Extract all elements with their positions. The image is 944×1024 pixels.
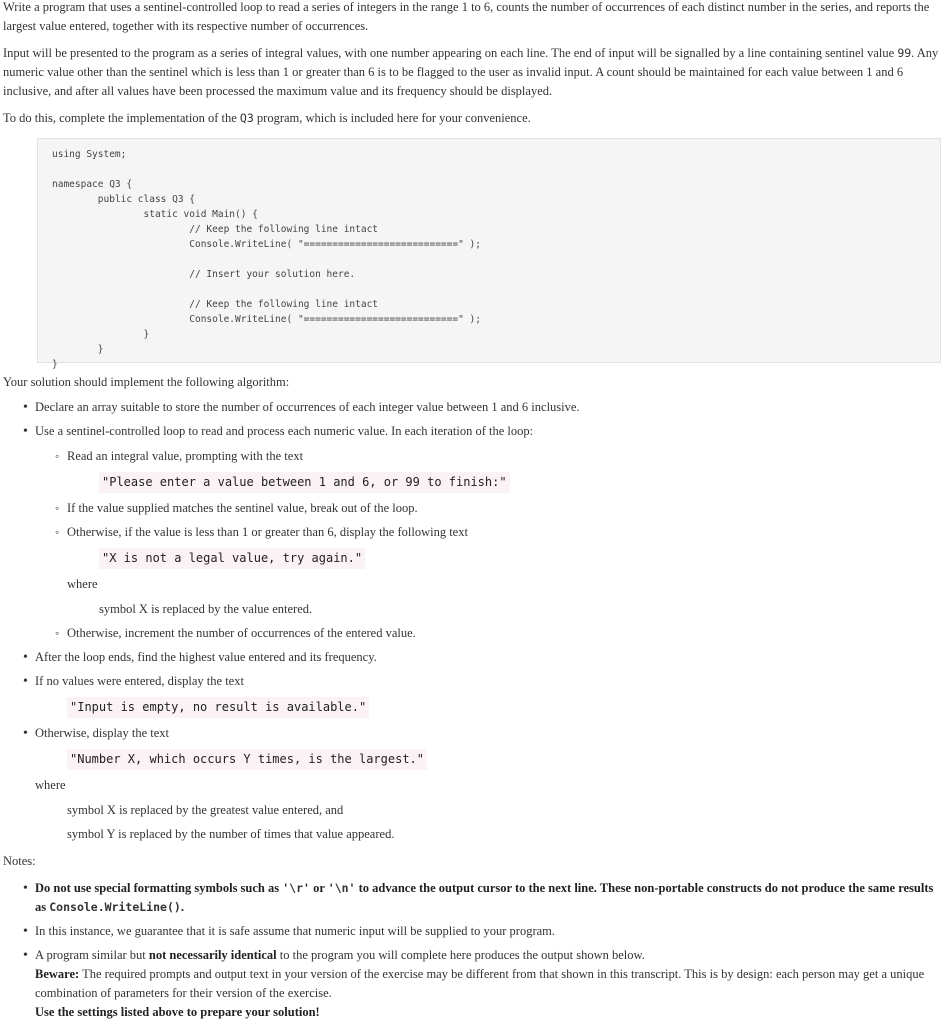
result-code: "Number X, which occurs Y times, is the largest." <box>67 749 427 770</box>
step-text: Otherwise, display the text <box>35 726 169 740</box>
note-text: Do not use special formatting symbols such as <box>35 881 283 895</box>
step-text: If no values were entered, display the text <box>35 674 244 688</box>
list-item <box>35 447 941 493</box>
list-item <box>3 879 941 917</box>
notes-list <box>3 879 941 1022</box>
substep-text: Otherwise, increment the number of occurrences of the entered value. <box>67 626 416 640</box>
note-code: '\r' <box>282 881 310 895</box>
where-detail: symbol X is replaced by the greatest value entered, and <box>67 803 344 817</box>
step-text: Use a sentinel-controlled loop to read and process each numeric value. In each iteration of the loop: <box>35 424 534 438</box>
list-item <box>3 648 941 667</box>
substep-text: Otherwise, if the value is less than 1 or greater than 6, display the following text <box>67 525 468 539</box>
note-text: or <box>309 881 328 895</box>
list-item <box>3 724 941 844</box>
algorithm-heading: Your solution should implement the following algorithm: <box>3 375 290 389</box>
task-text: To do this, complete the implementation of the <box>3 111 240 125</box>
substep-text: If the value supplied matches the sentinel value, break out of the loop. <box>67 501 418 515</box>
algorithm-list <box>3 398 941 844</box>
list-item <box>3 422 941 643</box>
note-bold: Use the settings listed above to prepare your solution! <box>35 1005 320 1019</box>
intro-paragraph: Write a program that uses a sentinel-controlled loop to read a series of integers in the range 1 to 6, counts the number of occurrences of each distinct number in the series, and reports the largest value entered, together with its respective number of occurrences. <box>3 0 930 33</box>
note-text: . <box>180 900 184 914</box>
step-text: After the loop ends, find the highest value entered and its frequency. <box>35 650 377 664</box>
substep-text: Read an integral value, prompting with the text <box>67 449 304 463</box>
notes-heading: Notes: <box>3 854 36 868</box>
sentinel-value: 99 <box>897 46 912 60</box>
input-description-text-2: . Any numeric value other than the sentinel which is less than 1 or greater than 6 is to be flagged to the user as invalid input. A count should be maintained for each value between 1 and 6 inclusive, and after all values have been processed the maximum value and its frequency should be displayed. <box>3 46 939 98</box>
input-description-paragraph <box>3 44 941 101</box>
loop-substeps <box>35 447 941 569</box>
input-description-text: Input will be presented to the program as a series of integral values, with one number appearing on each line. The end of input will be signalled by a line containing sentinel value <box>3 46 898 60</box>
note-text: to the program you will complete here produces the output shown below. <box>276 948 645 962</box>
where-detail: symbol X is replaced by the value entered. <box>99 602 313 616</box>
prompt-code: "Please enter a value between 1 and 6, or 99 to finish:" <box>99 472 510 493</box>
note-bold: not necessarily identical <box>148 948 277 962</box>
note-code: '\n' <box>327 881 356 895</box>
invalid-value-code: "X is not a legal value, try again." <box>99 548 365 569</box>
task-paragraph <box>3 109 941 128</box>
list-item <box>3 946 941 1022</box>
empty-input-code: "Input is empty, no result is available." <box>67 697 369 718</box>
list-item <box>3 398 941 417</box>
list-item <box>3 922 941 941</box>
list-item <box>35 624 941 643</box>
where-label: where <box>67 577 98 591</box>
note-text: The required prompts and output text in your version of the exercise may be different from that shown in this transcript. This is by design: each person may get a unique combination of parameters for their version of the exercise. <box>35 967 925 1000</box>
note-text: to advance the output cursor to the next line. These non-portable constructs do not produce the same results as <box>35 881 934 914</box>
where-label: where <box>35 778 66 792</box>
loop-substeps-2 <box>35 624 941 643</box>
program-name: Q3 <box>239 111 254 125</box>
note-text: A program similar but <box>35 948 149 962</box>
step-text: Declare an array suitable to store the number of occurrences of each integer value between 1 and 6 inclusive. <box>35 400 580 414</box>
list-item <box>35 523 941 569</box>
note-code: Console.WriteLine() <box>49 900 181 914</box>
list-item <box>35 499 941 518</box>
task-text-2: program, which is included here for your convenience. <box>253 111 531 125</box>
code-block: using System; namespace Q3 { public class Q3 { static void Main() { // Keep the following line intact Console.WriteLine( "===========================" ); // Insert your solution here. // Keep the following line intact Console.WriteLine( "===========================" ); } } } <box>37 138 941 363</box>
where-detail: symbol Y is replaced by the number of times that value appeared. <box>67 827 395 841</box>
beware-label: Beware: <box>35 967 80 981</box>
note-text: In this instance, we guarantee that it is safe assume that numeric input will be supplied to your program. <box>35 924 556 938</box>
list-item <box>3 672 941 718</box>
